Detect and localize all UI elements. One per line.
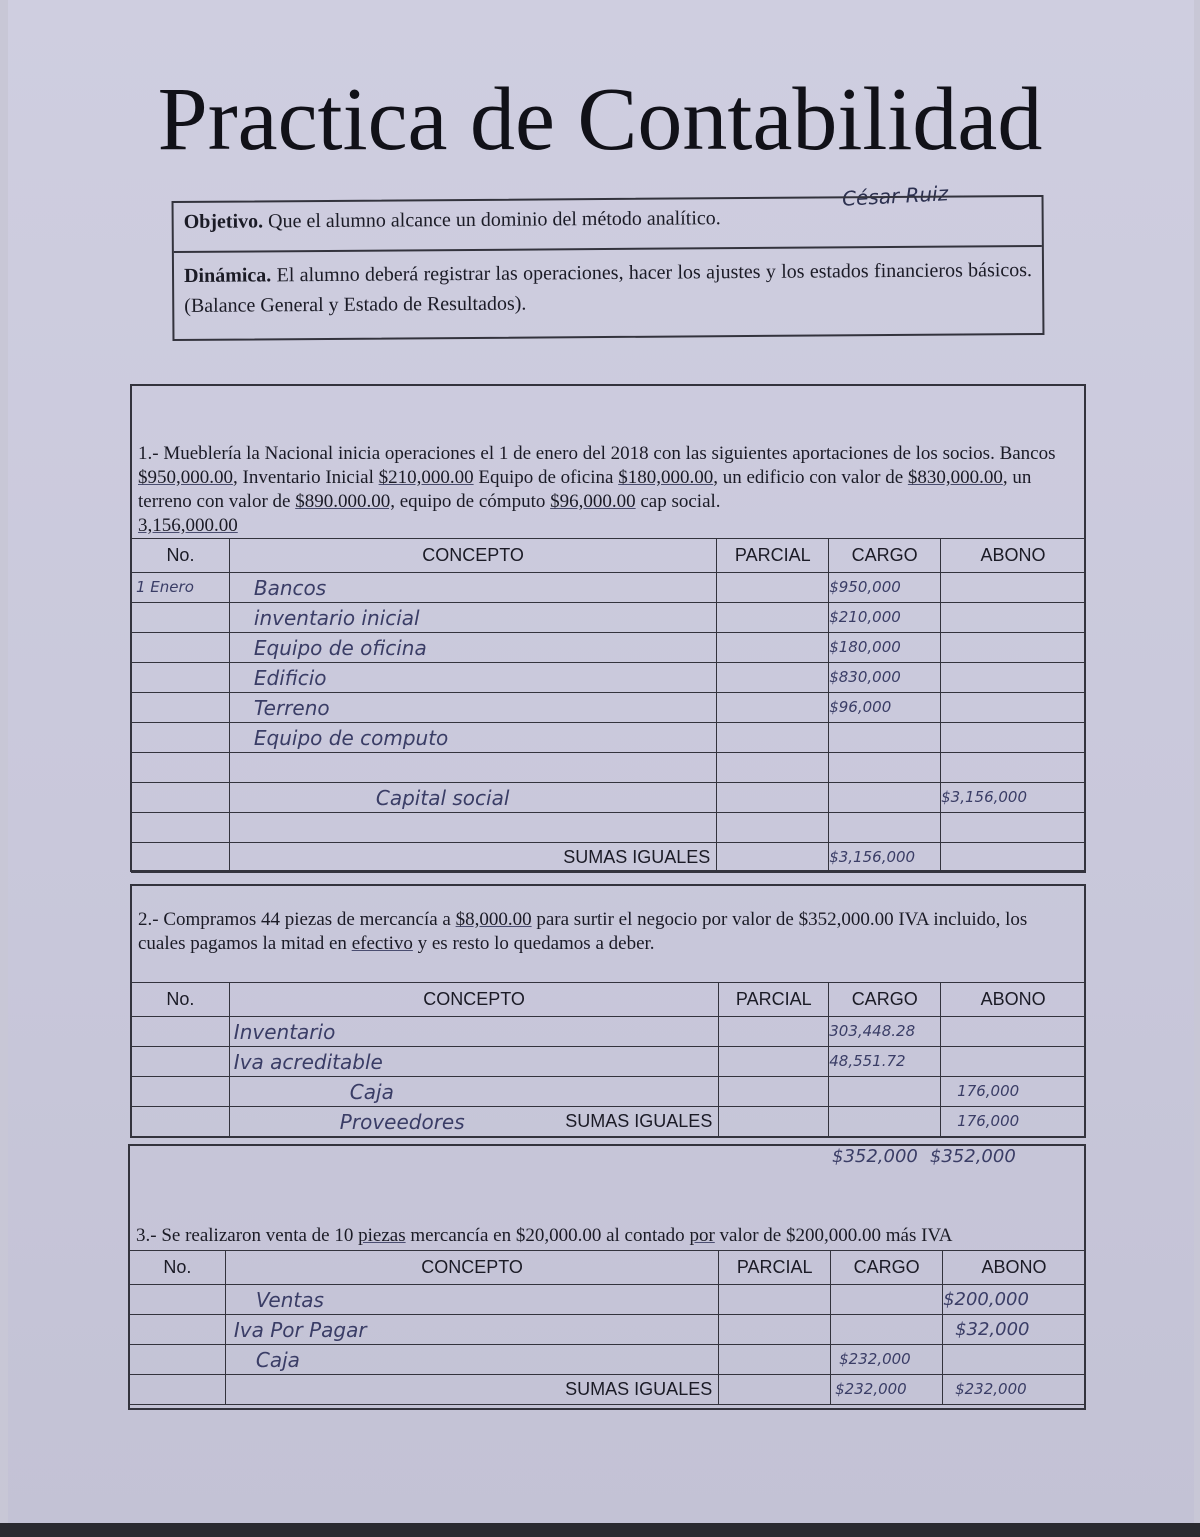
header-concepto: CONCEPTO <box>225 1251 718 1285</box>
table-row: Iva Por Pagar $32,000 <box>130 1315 1086 1345</box>
entry-date: 1 Enero <box>136 578 194 596</box>
objective-text: Que el alumno alcance un dominio del método analítico. <box>268 207 721 233</box>
sumas-row <box>132 843 1086 873</box>
header-cargo: CARGO <box>831 1251 943 1285</box>
sumas-row <box>130 1375 1086 1405</box>
problem3-text: 3.- Se realizaron venta de 10 piezas mercancía en $20,000.00 al contado por valor de $200,000.00 más IVA <box>136 1225 953 1246</box>
table-row: Equipo de oficina $180,000 <box>132 633 1086 663</box>
table-row: Capital social $3,156,000 <box>132 783 1086 813</box>
dynamics-text: El alumno deberá registrar las operaciones, hacer los ajustes y los estados financieros básicos. (Balance General y Estado de Resultados). <box>184 259 1033 317</box>
sumas-abono: $232,000 <box>955 1380 1027 1398</box>
table-row <box>132 753 1086 783</box>
table-row: Inventario 303,448.28 <box>132 1017 1086 1047</box>
p1-inventario: $210,000.00 <box>378 467 474 488</box>
sumas-cargo: $232,000 <box>835 1380 907 1398</box>
header-abono: ABONO <box>943 1251 1086 1285</box>
header-no: No. <box>130 1251 226 1285</box>
header-abono: ABONO <box>941 539 1086 573</box>
journal-table-2 <box>131 982 1086 1137</box>
journal-table-3 <box>129 1250 1086 1405</box>
table-row: Equipo de computo <box>132 723 1086 753</box>
p1-bancos: $950,000.00 <box>138 467 233 488</box>
dynamics-label: Dinámica. <box>183 264 272 287</box>
problem1-text: 1.- Mueblería la Nacional inicia operaciones el 1 de enero del 2018 con las siguientes aportaciones de los socios. Bancos $950,000.00, Inventario Inicial $210,000.00 Equipo de oficina $180,000.00, un edificio con valor de $830,000.00, un terreno con valor de $890.000.00, equipo de cómputo $96,000.00 cap social. 3,156,000.00 <box>138 443 1056 536</box>
sumas-label: SUMAS IGUALES <box>565 1111 713 1131</box>
sumas-cargo: $352,000 <box>832 1146 918 1167</box>
table-row: Caja $232,000 <box>130 1345 1086 1375</box>
table-row: Caja 176,000 <box>132 1077 1086 1107</box>
header-no: No. <box>132 539 230 573</box>
header-concepto: CONCEPTO <box>229 983 719 1017</box>
objective-row <box>174 197 1042 253</box>
journal-table-1 <box>131 538 1086 873</box>
objective-box <box>172 195 1045 341</box>
page-title: Practica de Contabilidad <box>157 70 1043 169</box>
dynamics-row <box>174 249 1042 327</box>
header-abono: ABONO <box>941 983 1086 1017</box>
objective-label: Objetivo. <box>183 210 264 233</box>
sumas-cargo: $3,156,000 <box>829 848 916 866</box>
sumas-label: SUMAS IGUALES <box>225 1375 718 1405</box>
header-no: No. <box>132 983 230 1017</box>
problem2-text: 2.- Compramos 44 piezas de mercancía a $8,000.00 para surtir el negocio por valor de $352,000.00 IVA incluido, los cuales pagamos la mitad en efectivo y es resto lo quedamos a deber. <box>138 909 1028 954</box>
sumas-label: SUMAS IGUALES <box>229 843 716 873</box>
sumas-abono: $352,000 <box>929 1146 1016 1167</box>
header-parcial: PARCIAL <box>719 1251 831 1285</box>
header-parcial: PARCIAL <box>719 983 829 1017</box>
student-signature: César Ruiz <box>841 181 949 211</box>
bottom-shadow <box>0 1523 1200 1537</box>
table-row: Edificio $830,000 <box>132 663 1086 693</box>
table-row: Iva acreditable 48,551.72 <box>132 1047 1086 1077</box>
header-parcial: PARCIAL <box>717 539 829 573</box>
header-concepto: CONCEPTO <box>229 539 716 573</box>
table-row: inventario inicial $210,000 <box>132 603 1086 633</box>
header-cargo: CARGO <box>829 539 941 573</box>
table-row: Ventas $200,000 <box>130 1285 1086 1315</box>
table-row: Terreno $96,000 <box>132 693 1086 723</box>
header-cargo: CARGO <box>829 983 941 1017</box>
p1-edificio: $830,000.00 <box>907 467 1003 488</box>
p1-capital: 3,156,000.00 <box>138 515 238 536</box>
p1-equipo-oficina: $180,000.00 <box>618 467 714 488</box>
table-row: Proveedores SUMAS IGUALES 176,000 <box>132 1107 1086 1137</box>
p1-terreno: $890.000.00, <box>295 491 395 512</box>
table-row: 1 Enero Bancos $950,000 <box>132 573 1086 603</box>
p1-computo: $96,000.00 <box>550 491 636 512</box>
table-row <box>132 813 1086 843</box>
